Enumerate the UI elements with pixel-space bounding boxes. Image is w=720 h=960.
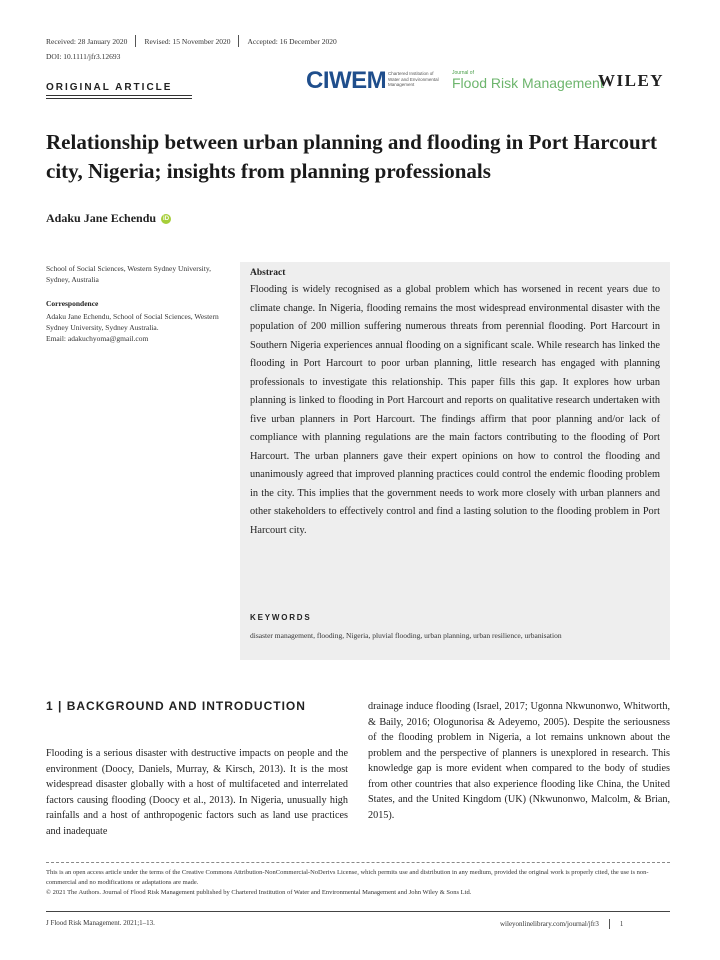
footer-divider bbox=[46, 911, 670, 912]
date-divider bbox=[238, 35, 239, 47]
ciwem-subtitle: Chartered Institution of Water and Environmental Management bbox=[388, 71, 439, 87]
copyright-note: © 2021 The Authors. Journal of Flood Risk Management published by Chartered Institution of Water and Environmental Management and John Wiley & Sons Ltd. bbox=[46, 889, 472, 896]
keywords-list: disaster management, flooding, Nigeria, pluvial flooding, urban planning, urban resilience, urbanisation bbox=[250, 631, 562, 640]
abstract-heading: Abstract bbox=[250, 268, 286, 278]
orcid-icon[interactable]: iD bbox=[163, 215, 170, 222]
abstract-text: Flooding is widely recognised as a global problem which has worsened in recent years due to climate change. In Nigeria, flooding remains the most widespread environmental disaster with the population of 200 million suffering numerous threats from perennial flooding. Port Harcourt in Southern Nigeria experiences annual flooding on a significant scale. While research has linked the flooding in Port Harcourt to poor urban planning, little research has engaged with planning professionals to investigate this relationship. This paper fills this gap. It explores how urban planning is linked to flooding in Port Harcourt and reports on qualitative research undertaken with five urban planners in Port Harcourt. The findings affirm that poor planning and/or lack of compliance with planning regulations are the main factors contributing to the flooding of Port Harcourt. The urban planners gave their expert opinions on how to control the flooding and unanimously agreed that improved planning practices could control the endemic flooding problem in the city. This implies that the government needs to work more closely with urban planners and other stakeholders to effectively control and find a lasting solution to the flooding problem in Port Harcourt city. bbox=[250, 284, 660, 536]
article-type-rule bbox=[46, 95, 192, 96]
correspondence-email[interactable]: Email: adakuchyoma@gmail.com bbox=[46, 334, 149, 343]
keywords-heading: KEYWORDS bbox=[250, 613, 312, 622]
author-name[interactable]: Adaku Jane Echendu bbox=[46, 211, 157, 225]
correspondence bbox=[46, 311, 226, 344]
license-note: This is an open access article under the terms of the Creative Commons Attribution-NonCommercial-NoDerivs License, which permits use and distribution in any medium, provided the original work is properly cited, the use is non-commercial and no modifications or adaptations are made. bbox=[46, 869, 649, 886]
date-divider bbox=[135, 35, 136, 47]
journal-citation: J Flood Risk Management. 2021;1–13. bbox=[46, 919, 155, 927]
submission-dates bbox=[46, 35, 337, 47]
footnote-divider bbox=[46, 862, 670, 863]
footer-right bbox=[500, 919, 623, 929]
received-date: Received: 28 January 2020 bbox=[46, 36, 128, 46]
journal-url[interactable]: wileyonlinelibrary.com/journal/jfr3 bbox=[500, 920, 599, 928]
body-column-left: Flooding is a serious disaster with destructive impacts on people and the environment (Doocy, Daniels, Murray, & Kirsch, 2013). It is the most widespread disaster globally with a host of multifaceted and interrelated factors causing flooding (Doocy et al., 2013). In Nigeria, unusually high rainfalls and a host of anthropogenic factors such as land use practices and inadequate bbox=[46, 748, 348, 837]
correspondence-heading: Correspondence bbox=[46, 299, 99, 308]
doi[interactable]: DOI: 10.1111/jfr3.12693 bbox=[46, 52, 121, 61]
paper-title: Relationship between urban planning and flooding in Port Harcourt city, Nigeria; insights from planning professionals bbox=[46, 130, 658, 183]
page-number: 1 bbox=[619, 920, 624, 928]
accepted-date: Accepted: 16 December 2020 bbox=[247, 36, 337, 46]
publisher-logo: WILEY bbox=[598, 71, 665, 90]
revised-date: Revised: 15 November 2020 bbox=[144, 36, 231, 46]
footnote bbox=[46, 868, 670, 898]
article-type-rule bbox=[46, 98, 192, 99]
correspondence-text: Adaku Jane Echendu, School of Social Sciences, Western Sydney University, Sydney Australia. bbox=[46, 312, 219, 332]
section-heading: 1 | BACKGROUND AND INTRODUCTION bbox=[46, 699, 306, 713]
journal-prefix: Journal of bbox=[452, 70, 474, 76]
journal-name: Flood Risk Management bbox=[452, 75, 604, 91]
footer-divider-vertical bbox=[609, 919, 610, 929]
body-column-right: drainage induce flooding (Israel, 2017; Ugonna Nkwunonwo, Whitworth, & Baily, 2016; Ologunorisa & Adeyemo, 2005). Despite the seriousness of the flooding problem in Nigeria, a lot remains unknown about the problem and the perspective of planners is unexplored in research. This knowledge gap is more evident when compared to the body of studies from other countries that also experience flooding like China, the United States, and the United Kingdom (UK) (Nkwunonwo, Malcolm, & Brian, 2015). bbox=[368, 701, 670, 821]
article-type: ORIGINAL ARTICLE bbox=[46, 82, 173, 93]
ciwem-logo: CIWEM bbox=[306, 67, 387, 94]
author-line bbox=[46, 211, 171, 226]
affiliation: School of Social Sciences, Western Sydney University, Sydney, Australia bbox=[46, 264, 211, 284]
